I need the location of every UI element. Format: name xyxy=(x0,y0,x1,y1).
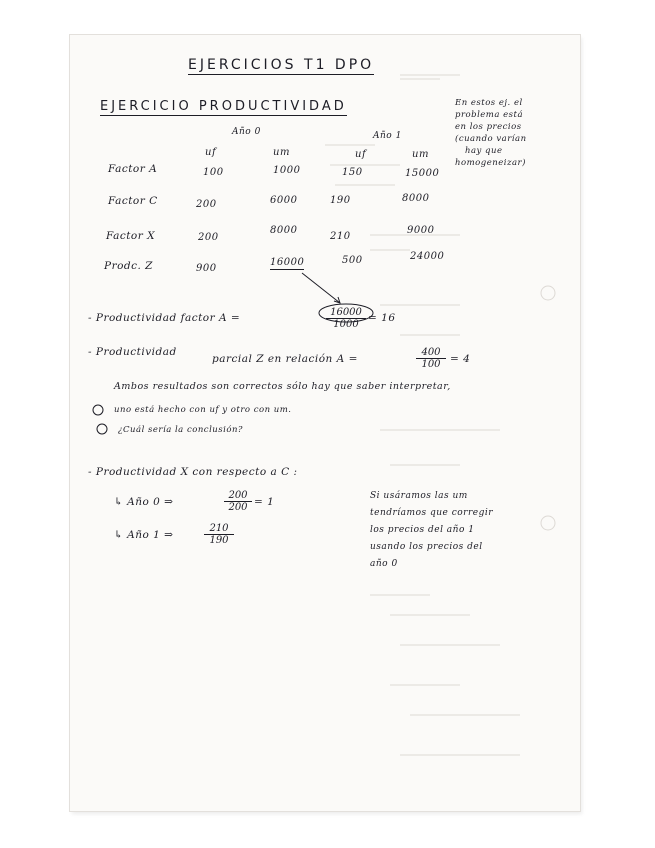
paragraph-line: ¿Cuál sería la conclusión? xyxy=(118,425,243,435)
productivity-z-text-a: - Productividad xyxy=(88,346,177,358)
table-cell: 8000 xyxy=(270,225,298,236)
col-header-uf1: uf xyxy=(355,149,367,160)
row-label-factor-c: Factor C xyxy=(108,195,158,207)
row-label-prodc-z: Prodc. Z xyxy=(104,260,153,272)
col-header-um1: um xyxy=(412,149,429,160)
table-cell: 150 xyxy=(342,167,363,178)
table-cell: 1000 xyxy=(273,165,301,176)
table-cell: 100 xyxy=(203,167,224,178)
side-note: En estos ej. el problema está en los precios (cuando varían hay que homogeneizar) xyxy=(455,98,527,168)
paragraph-line: Ambos resultados son correctos sólo hay que saber interpretar, xyxy=(114,381,451,392)
table-cell: 200 xyxy=(196,199,217,210)
year1-calc-label: ↳ Año 1 ⇒ xyxy=(114,529,174,541)
productivity-z-result: = 4 xyxy=(450,353,471,365)
section-title: EJERCICIO PRODUCTIVIDAD xyxy=(100,99,347,114)
table-cell: 200 xyxy=(198,232,219,243)
year0-calc-result: = 1 xyxy=(254,496,275,508)
year1-calc-fraction: $\frac{210}{190}$ xyxy=(204,523,234,546)
table-cell: 24000 xyxy=(410,251,445,262)
circle-mark-icon xyxy=(70,35,580,811)
table-cell: 16000 xyxy=(270,257,305,268)
productivity-a-result: = 16 xyxy=(368,312,396,324)
row-label-factor-a: Factor A xyxy=(108,163,158,175)
productivity-x-heading: - Productividad X con respecto a C : xyxy=(88,466,298,478)
table-cell: 15000 xyxy=(405,168,440,179)
col-header-um0: um xyxy=(273,147,290,158)
paragraph-line: uno está hecho con uf y otro con um. xyxy=(114,405,292,415)
table-cell: 500 xyxy=(342,255,363,266)
notebook-page xyxy=(70,35,580,811)
row-label-factor-x: Factor X xyxy=(106,230,156,242)
year0-calc-fraction: $\frac{200}{200}$ xyxy=(224,490,252,513)
productivity-a-fraction: $\frac{16000}{1000}$ xyxy=(326,307,366,330)
productivity-z-fraction: $\frac{400}{100}$ xyxy=(416,347,446,370)
col-header-uf0: uf xyxy=(205,147,217,158)
year0-calc-label: ↳ Año 0 ⇒ xyxy=(114,496,174,508)
table-cell: 210 xyxy=(330,231,351,242)
right-note: Si usáramos las um tendríamos que corregir los precios del año 1 usando los precios del año 0 xyxy=(370,491,494,569)
year1-header: Año 1 xyxy=(373,131,402,141)
productivity-a-text: - Productividad factor A = xyxy=(88,312,241,324)
year0-header: Año 0 xyxy=(232,127,261,137)
productivity-z-text-b: parcial Z en relación A = xyxy=(212,353,358,365)
table-cell: 6000 xyxy=(270,195,298,206)
table-cell: 900 xyxy=(196,263,217,274)
table-cell: 9000 xyxy=(407,225,435,236)
table-cell: 8000 xyxy=(402,193,430,204)
table-cell: 190 xyxy=(330,195,351,206)
page-title: EJERCICIOS T1 DPO xyxy=(188,57,375,73)
